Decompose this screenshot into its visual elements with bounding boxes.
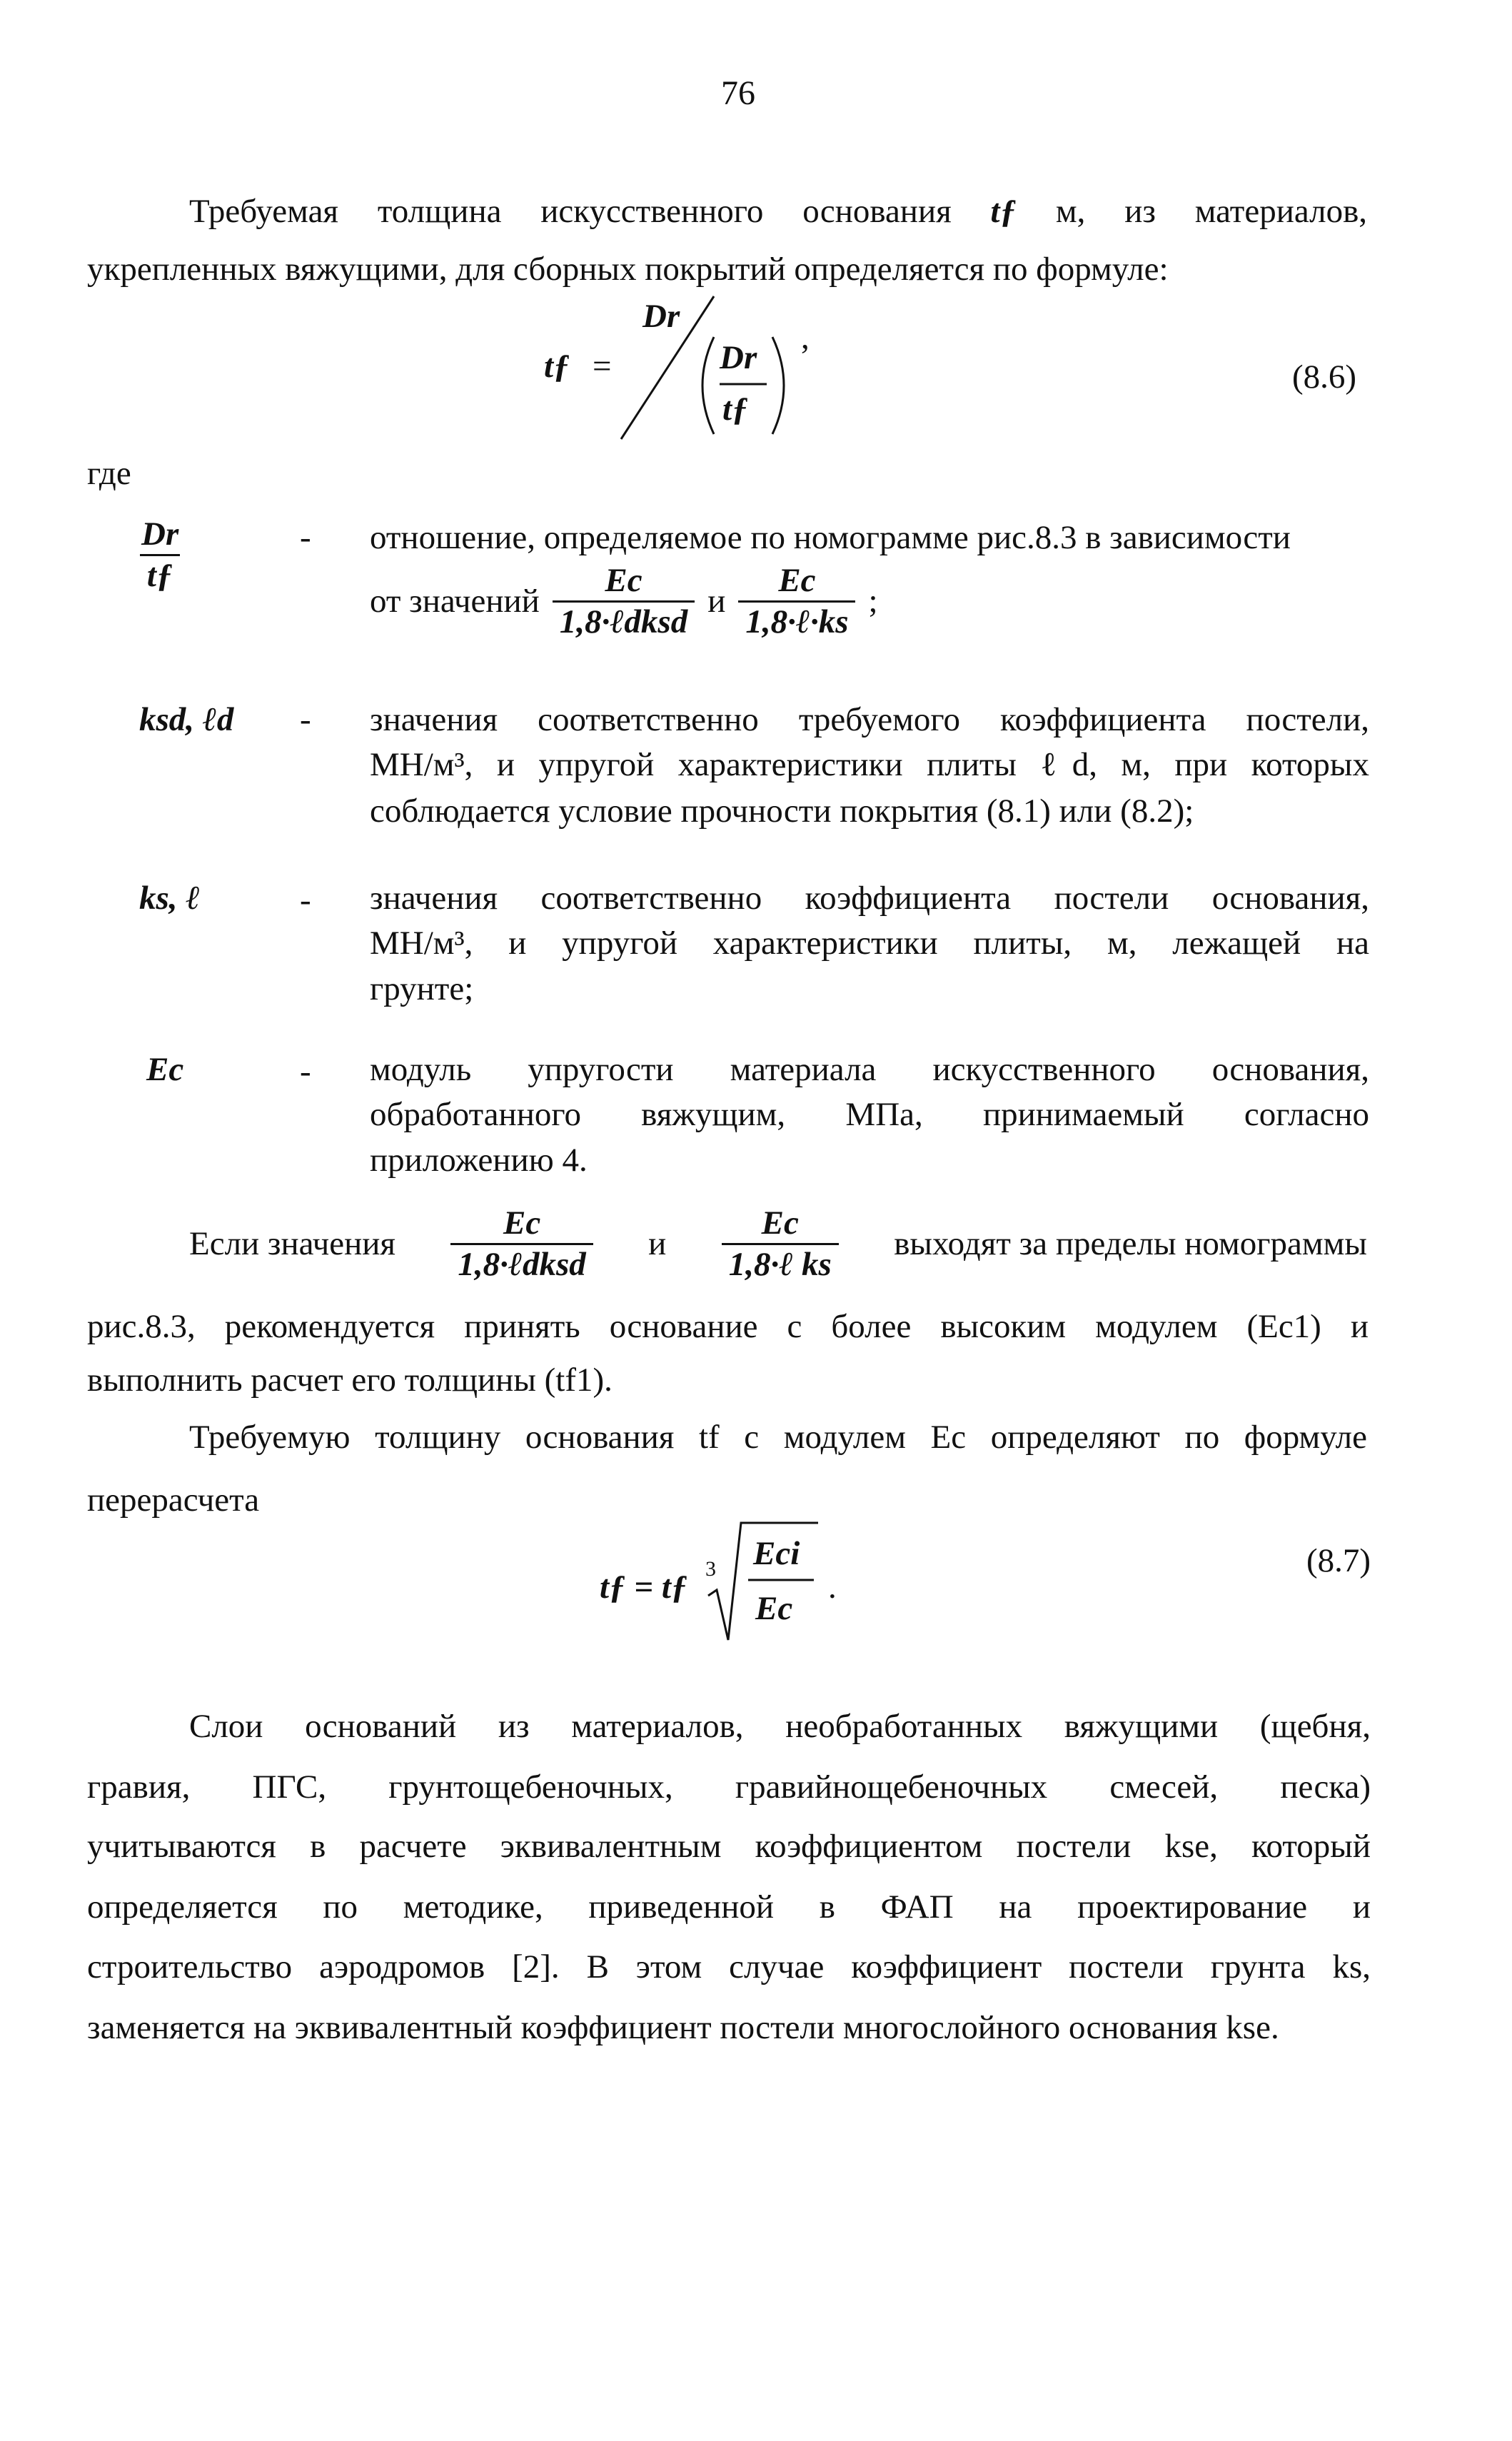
formula-8-7-root-index: 3: [705, 1557, 716, 1581]
def-3-symbol: ks, ℓ: [139, 880, 201, 917]
if-para-line-2: рис.8.3, рекомендуется принять основание с более высоким модулем (Ec1) и: [87, 1308, 1369, 1345]
formula-8-7-end: .: [828, 1569, 837, 1606]
final-para-line-4: определяется по методике, приведенной в ФАП на проектирование и: [87, 1888, 1371, 1926]
formula-8-7-label: (8.7): [1306, 1542, 1371, 1579]
formula-8-6-label: (8.6): [1292, 358, 1357, 396]
if-para-line-1: [189, 1204, 1367, 1283]
if-para-frac-1-num: Ec: [503, 1204, 541, 1242]
def-4-line-2: обработанного вяжущим, МПа, принимаемый согласно: [370, 1096, 1369, 1133]
formula-inner-numerator: Dr: [720, 339, 757, 376]
final-para-line-3: учитываются в расчете эквивалентным коэффициентом постели kse, который: [87, 1828, 1371, 1865]
req-para-line-1: Требуемую толщину основания tf с модулем Ec определяют по формуле: [189, 1419, 1367, 1456]
if-para-line-3: выполнить расчет его толщины (tf1).: [87, 1362, 613, 1399]
formula-numerator: Dr: [642, 298, 680, 335]
if-para-conj: и: [648, 1225, 667, 1262]
if-para-prefix: Если значения: [189, 1225, 396, 1262]
req-para-line-2: перерасчета: [87, 1481, 260, 1519]
final-para-line-5: строительство аэродромов [2]. В этом случае коэффициент постели грунта ks,: [87, 1948, 1371, 1985]
formula-8-7-denominator: Ec: [755, 1590, 793, 1627]
if-para-suffix: выходят за пределы номограммы: [894, 1225, 1367, 1262]
def-1-frac-2-den: 1,8·ℓ·ks: [738, 600, 855, 639]
def-1-prefix: от значений: [370, 583, 540, 620]
intro-text: Требуемая толщина искусственного основания: [189, 193, 952, 230]
def-1-conj: и: [707, 583, 726, 620]
def-2-line-3: соблюдается условие прочности покрытия (8.1) или (8.2);: [370, 792, 1194, 830]
intro-symbol-tf: tƒ: [990, 193, 1017, 230]
where-label: где: [87, 455, 131, 492]
def-1-frac-2-num: Ec: [778, 562, 816, 599]
def-3-line-1: значения соответственно коэффициента постели основания,: [370, 880, 1369, 917]
def-1-symbol-num: Dr: [141, 515, 179, 553]
formula-inner-denominator: tƒ: [722, 391, 749, 428]
def-3-line-3: грунте;: [370, 970, 474, 1007]
formula-comma: ,: [801, 319, 810, 356]
formula-8-7-numerator: Eci: [753, 1535, 800, 1572]
def-4-symbol: Ec: [146, 1051, 184, 1088]
final-para-line-6: заменяется на эквивалентный коэффициент постели многослойного основания kse.: [87, 2009, 1279, 2046]
def-4-line-1: модуль упругости материала искусственного основания,: [370, 1051, 1369, 1088]
def-1-frac-1-den: 1,8·ℓdksd: [553, 600, 695, 639]
def-1-frac-2: [738, 564, 855, 639]
intro-text-rest: м, из материалов,: [1055, 193, 1368, 230]
def-2-line-1: значения соответственно требуемого коэффициента постели,: [370, 701, 1369, 738]
page-number: 76: [721, 74, 755, 112]
def-1-line-2: [370, 564, 878, 639]
formula-slash-and-parens: [614, 293, 800, 446]
intro-line-2: укрепленных вяжущими, для сборных покрытий определяется по формуле:: [87, 251, 1169, 288]
if-para-frac-2: [722, 1204, 839, 1283]
def-1-symbol: [134, 515, 186, 594]
def-2-symbol: ksd, ℓd: [139, 701, 234, 738]
formula-lhs: tƒ: [544, 348, 570, 385]
def-1-frac-1-num: Ec: [605, 562, 642, 599]
def-2-line-2: МН/м³, и упругой характеристики плиты ℓd, м, при которых: [370, 746, 1369, 783]
formula-8-7: [593, 1517, 878, 1646]
def-2-dash: -: [300, 701, 311, 738]
def-3-line-2: МН/м³, и упругой характеристики плиты, м, лежащей на: [370, 925, 1369, 962]
final-para-line-1: Слои оснований из материалов, необработанных вяжущими (щебня,: [189, 1708, 1371, 1745]
def-4-dash: -: [300, 1053, 311, 1090]
formula-eq: =: [593, 348, 612, 385]
def-1-frac-1: [553, 564, 695, 639]
def-1-end: ;: [868, 583, 878, 620]
if-para-frac-1: [450, 1204, 593, 1283]
intro-line-1: [189, 195, 1367, 228]
def-1-dash: -: [300, 519, 311, 556]
if-para-frac-1-den: 1,8·ℓdksd: [450, 1243, 593, 1282]
formula-8-7-lhs: tƒ = tƒ: [600, 1569, 688, 1606]
def-1-symbol-den: tƒ: [140, 554, 181, 593]
def-3-dash: -: [300, 882, 311, 919]
if-para-frac-2-den: 1,8·ℓ ks: [722, 1243, 839, 1282]
def-4-line-3: приложению 4.: [370, 1142, 588, 1179]
def-1-line-1: отношение, определяемое по номограмме рис.8.3 в зависимости: [370, 519, 1291, 556]
formula-8-6: [535, 293, 821, 446]
if-para-frac-2-num: Ec: [761, 1204, 799, 1242]
final-para-line-2: гравия, ПГС, грунтощебеночных, гравийнощебеночных смесей, песка): [87, 1768, 1371, 1806]
